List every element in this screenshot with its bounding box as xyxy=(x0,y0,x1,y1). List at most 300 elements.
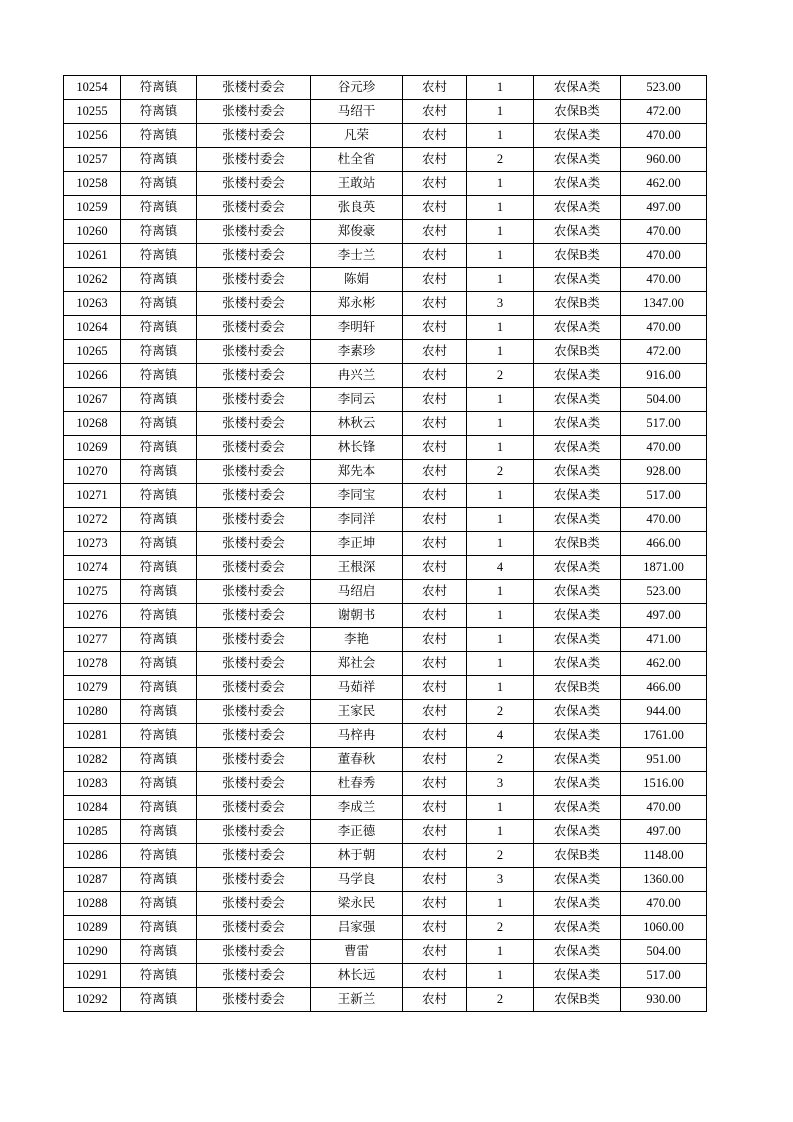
table-row xyxy=(64,436,707,460)
cell-village: 张楼村委会 xyxy=(197,76,311,100)
cell-village: 张楼村委会 xyxy=(197,292,311,316)
cell-village: 张楼村委会 xyxy=(197,388,311,412)
cell-count: 1 xyxy=(467,340,534,364)
cell-category: 农保A类 xyxy=(534,220,621,244)
cell-name: 冉兴兰 xyxy=(311,364,403,388)
cell-name: 林秋云 xyxy=(311,412,403,436)
cell-count: 1 xyxy=(467,964,534,988)
cell-count: 1 xyxy=(467,676,534,700)
cell-id: 10290 xyxy=(64,940,121,964)
cell-name: 马绍启 xyxy=(311,580,403,604)
cell-type: 农村 xyxy=(403,940,467,964)
table-row xyxy=(64,676,707,700)
cell-amount: 930.00 xyxy=(621,988,707,1012)
cell-name: 曹雷 xyxy=(311,940,403,964)
cell-name: 李成兰 xyxy=(311,796,403,820)
cell-category: 农保A类 xyxy=(534,700,621,724)
cell-type: 农村 xyxy=(403,700,467,724)
cell-id: 10274 xyxy=(64,556,121,580)
cell-id: 10266 xyxy=(64,364,121,388)
cell-count: 1 xyxy=(467,892,534,916)
cell-count: 1 xyxy=(467,316,534,340)
cell-id: 10276 xyxy=(64,604,121,628)
cell-name: 王新兰 xyxy=(311,988,403,1012)
cell-amount: 523.00 xyxy=(621,76,707,100)
cell-count: 2 xyxy=(467,748,534,772)
cell-count: 4 xyxy=(467,556,534,580)
cell-town: 符离镇 xyxy=(121,916,197,940)
cell-village: 张楼村委会 xyxy=(197,316,311,340)
cell-count: 2 xyxy=(467,988,534,1012)
cell-amount: 497.00 xyxy=(621,820,707,844)
cell-town: 符离镇 xyxy=(121,604,197,628)
cell-count: 1 xyxy=(467,268,534,292)
cell-count: 3 xyxy=(467,868,534,892)
cell-village: 张楼村委会 xyxy=(197,724,311,748)
cell-type: 农村 xyxy=(403,844,467,868)
cell-town: 符离镇 xyxy=(121,820,197,844)
cell-village: 张楼村委会 xyxy=(197,868,311,892)
cell-name: 李同云 xyxy=(311,388,403,412)
cell-type: 农村 xyxy=(403,76,467,100)
cell-count: 1 xyxy=(467,628,534,652)
cell-category: 农保B类 xyxy=(534,988,621,1012)
table-row xyxy=(64,988,707,1012)
cell-amount: 951.00 xyxy=(621,748,707,772)
cell-count: 1 xyxy=(467,820,534,844)
cell-town: 符离镇 xyxy=(121,652,197,676)
cell-id: 10279 xyxy=(64,676,121,700)
cell-amount: 1148.00 xyxy=(621,844,707,868)
cell-type: 农村 xyxy=(403,196,467,220)
cell-town: 符离镇 xyxy=(121,340,197,364)
cell-category: 农保B类 xyxy=(534,844,621,868)
cell-category: 农保A类 xyxy=(534,268,621,292)
cell-type: 农村 xyxy=(403,412,467,436)
cell-village: 张楼村委会 xyxy=(197,820,311,844)
table-row xyxy=(64,364,707,388)
cell-type: 农村 xyxy=(403,580,467,604)
cell-town: 符离镇 xyxy=(121,316,197,340)
cell-village: 张楼村委会 xyxy=(197,652,311,676)
subsidy-table xyxy=(63,75,707,1012)
cell-count: 1 xyxy=(467,124,534,148)
cell-town: 符离镇 xyxy=(121,772,197,796)
cell-amount: 928.00 xyxy=(621,460,707,484)
cell-name: 李士兰 xyxy=(311,244,403,268)
cell-amount: 517.00 xyxy=(621,964,707,988)
cell-town: 符离镇 xyxy=(121,292,197,316)
cell-name: 梁永民 xyxy=(311,892,403,916)
cell-name: 李正坤 xyxy=(311,532,403,556)
cell-town: 符离镇 xyxy=(121,76,197,100)
cell-name: 郑社会 xyxy=(311,652,403,676)
cell-id: 10275 xyxy=(64,580,121,604)
cell-town: 符离镇 xyxy=(121,100,197,124)
table-body xyxy=(64,76,707,1012)
cell-id: 10291 xyxy=(64,964,121,988)
cell-count: 1 xyxy=(467,508,534,532)
cell-name: 吕家强 xyxy=(311,916,403,940)
table-row xyxy=(64,292,707,316)
cell-id: 10262 xyxy=(64,268,121,292)
cell-amount: 497.00 xyxy=(621,604,707,628)
cell-village: 张楼村委会 xyxy=(197,508,311,532)
cell-town: 符离镇 xyxy=(121,676,197,700)
cell-town: 符离镇 xyxy=(121,892,197,916)
cell-name: 郑永彬 xyxy=(311,292,403,316)
cell-type: 农村 xyxy=(403,388,467,412)
cell-category: 农保A类 xyxy=(534,412,621,436)
cell-town: 符离镇 xyxy=(121,244,197,268)
cell-id: 10283 xyxy=(64,772,121,796)
table-row xyxy=(64,172,707,196)
cell-count: 1 xyxy=(467,388,534,412)
cell-town: 符离镇 xyxy=(121,268,197,292)
cell-town: 符离镇 xyxy=(121,460,197,484)
cell-town: 符离镇 xyxy=(121,580,197,604)
cell-count: 1 xyxy=(467,532,534,556)
cell-category: 农保A类 xyxy=(534,868,621,892)
cell-type: 农村 xyxy=(403,628,467,652)
table-row xyxy=(64,916,707,940)
cell-name: 郑先本 xyxy=(311,460,403,484)
cell-town: 符离镇 xyxy=(121,364,197,388)
cell-village: 张楼村委会 xyxy=(197,700,311,724)
cell-village: 张楼村委会 xyxy=(197,268,311,292)
cell-count: 1 xyxy=(467,196,534,220)
cell-id: 10287 xyxy=(64,868,121,892)
cell-village: 张楼村委会 xyxy=(197,844,311,868)
cell-id: 10273 xyxy=(64,532,121,556)
cell-id: 10280 xyxy=(64,700,121,724)
cell-category: 农保A类 xyxy=(534,652,621,676)
cell-id: 10255 xyxy=(64,100,121,124)
cell-amount: 470.00 xyxy=(621,436,707,460)
table-row xyxy=(64,604,707,628)
table-row xyxy=(64,940,707,964)
cell-name: 林于朝 xyxy=(311,844,403,868)
cell-category: 农保A类 xyxy=(534,916,621,940)
table-row xyxy=(64,460,707,484)
cell-type: 农村 xyxy=(403,436,467,460)
cell-category: 农保B类 xyxy=(534,532,621,556)
cell-amount: 960.00 xyxy=(621,148,707,172)
cell-name: 马梓冉 xyxy=(311,724,403,748)
cell-category: 农保A类 xyxy=(534,892,621,916)
cell-village: 张楼村委会 xyxy=(197,412,311,436)
table-row xyxy=(64,772,707,796)
cell-name: 杜春秀 xyxy=(311,772,403,796)
cell-amount: 470.00 xyxy=(621,244,707,268)
table-row xyxy=(64,700,707,724)
cell-id: 10282 xyxy=(64,748,121,772)
cell-category: 农保A类 xyxy=(534,724,621,748)
cell-village: 张楼村委会 xyxy=(197,100,311,124)
cell-type: 农村 xyxy=(403,508,467,532)
cell-count: 1 xyxy=(467,940,534,964)
cell-id: 10289 xyxy=(64,916,121,940)
table-row xyxy=(64,100,707,124)
cell-type: 农村 xyxy=(403,124,467,148)
cell-category: 农保B类 xyxy=(534,340,621,364)
table-row xyxy=(64,748,707,772)
cell-count: 3 xyxy=(467,292,534,316)
cell-town: 符离镇 xyxy=(121,196,197,220)
table-row xyxy=(64,844,707,868)
cell-category: 农保A类 xyxy=(534,964,621,988)
cell-type: 农村 xyxy=(403,244,467,268)
cell-amount: 470.00 xyxy=(621,268,707,292)
cell-town: 符离镇 xyxy=(121,436,197,460)
cell-amount: 916.00 xyxy=(621,364,707,388)
cell-type: 农村 xyxy=(403,868,467,892)
cell-type: 农村 xyxy=(403,748,467,772)
cell-id: 10292 xyxy=(64,988,121,1012)
cell-id: 10261 xyxy=(64,244,121,268)
table-row xyxy=(64,412,707,436)
cell-category: 农保A类 xyxy=(534,484,621,508)
cell-category: 农保A类 xyxy=(534,316,621,340)
cell-name: 陈娟 xyxy=(311,268,403,292)
cell-category: 农保A类 xyxy=(534,388,621,412)
cell-category: 农保A类 xyxy=(534,940,621,964)
cell-name: 张良英 xyxy=(311,196,403,220)
cell-id: 10281 xyxy=(64,724,121,748)
cell-category: 农保A类 xyxy=(534,580,621,604)
cell-town: 符离镇 xyxy=(121,484,197,508)
cell-town: 符离镇 xyxy=(121,532,197,556)
cell-category: 农保A类 xyxy=(534,124,621,148)
cell-category: 农保B类 xyxy=(534,244,621,268)
cell-town: 符离镇 xyxy=(121,748,197,772)
cell-town: 符离镇 xyxy=(121,700,197,724)
cell-amount: 1516.00 xyxy=(621,772,707,796)
cell-name: 李正德 xyxy=(311,820,403,844)
cell-village: 张楼村委会 xyxy=(197,364,311,388)
cell-town: 符离镇 xyxy=(121,124,197,148)
cell-village: 张楼村委会 xyxy=(197,988,311,1012)
cell-category: 农保B类 xyxy=(534,676,621,700)
cell-count: 1 xyxy=(467,412,534,436)
cell-amount: 1347.00 xyxy=(621,292,707,316)
cell-id: 10284 xyxy=(64,796,121,820)
cell-village: 张楼村委会 xyxy=(197,628,311,652)
cell-count: 2 xyxy=(467,844,534,868)
cell-amount: 470.00 xyxy=(621,508,707,532)
cell-amount: 523.00 xyxy=(621,580,707,604)
cell-village: 张楼村委会 xyxy=(197,604,311,628)
cell-amount: 470.00 xyxy=(621,796,707,820)
table-row xyxy=(64,724,707,748)
cell-id: 10272 xyxy=(64,508,121,532)
cell-count: 2 xyxy=(467,916,534,940)
cell-village: 张楼村委会 xyxy=(197,916,311,940)
table-row xyxy=(64,76,707,100)
cell-type: 农村 xyxy=(403,892,467,916)
table-row xyxy=(64,556,707,580)
cell-name: 李素珍 xyxy=(311,340,403,364)
table-row xyxy=(64,868,707,892)
cell-village: 张楼村委会 xyxy=(197,220,311,244)
cell-village: 张楼村委会 xyxy=(197,580,311,604)
table-row xyxy=(64,340,707,364)
cell-id: 10265 xyxy=(64,340,121,364)
table-row xyxy=(64,196,707,220)
cell-type: 农村 xyxy=(403,460,467,484)
cell-town: 符离镇 xyxy=(121,172,197,196)
cell-town: 符离镇 xyxy=(121,556,197,580)
table-row xyxy=(64,316,707,340)
cell-town: 符离镇 xyxy=(121,868,197,892)
cell-name: 王敢站 xyxy=(311,172,403,196)
cell-type: 农村 xyxy=(403,988,467,1012)
cell-town: 符离镇 xyxy=(121,964,197,988)
cell-amount: 944.00 xyxy=(621,700,707,724)
cell-amount: 470.00 xyxy=(621,892,707,916)
cell-name: 李艳 xyxy=(311,628,403,652)
cell-name: 马学良 xyxy=(311,868,403,892)
table-row xyxy=(64,580,707,604)
cell-amount: 470.00 xyxy=(621,316,707,340)
cell-amount: 462.00 xyxy=(621,652,707,676)
cell-town: 符离镇 xyxy=(121,412,197,436)
cell-id: 10271 xyxy=(64,484,121,508)
cell-type: 农村 xyxy=(403,820,467,844)
cell-type: 农村 xyxy=(403,724,467,748)
cell-village: 张楼村委会 xyxy=(197,244,311,268)
table-row xyxy=(64,124,707,148)
cell-village: 张楼村委会 xyxy=(197,172,311,196)
cell-amount: 517.00 xyxy=(621,412,707,436)
cell-id: 10257 xyxy=(64,148,121,172)
cell-count: 2 xyxy=(467,364,534,388)
table-row xyxy=(64,244,707,268)
cell-id: 10264 xyxy=(64,316,121,340)
cell-town: 符离镇 xyxy=(121,724,197,748)
cell-count: 2 xyxy=(467,460,534,484)
cell-id: 10269 xyxy=(64,436,121,460)
cell-amount: 1871.00 xyxy=(621,556,707,580)
cell-village: 张楼村委会 xyxy=(197,124,311,148)
cell-category: 农保A类 xyxy=(534,748,621,772)
cell-amount: 497.00 xyxy=(621,196,707,220)
cell-name: 王根深 xyxy=(311,556,403,580)
cell-category: 农保A类 xyxy=(534,364,621,388)
cell-type: 农村 xyxy=(403,964,467,988)
cell-amount: 517.00 xyxy=(621,484,707,508)
cell-count: 1 xyxy=(467,436,534,460)
cell-category: 农保A类 xyxy=(534,148,621,172)
cell-category: 农保A类 xyxy=(534,508,621,532)
cell-village: 张楼村委会 xyxy=(197,556,311,580)
cell-category: 农保A类 xyxy=(534,460,621,484)
cell-category: 农保A类 xyxy=(534,604,621,628)
cell-type: 农村 xyxy=(403,172,467,196)
cell-type: 农村 xyxy=(403,796,467,820)
cell-town: 符离镇 xyxy=(121,220,197,244)
cell-village: 张楼村委会 xyxy=(197,460,311,484)
cell-id: 10267 xyxy=(64,388,121,412)
cell-name: 李同洋 xyxy=(311,508,403,532)
cell-name: 董春秋 xyxy=(311,748,403,772)
cell-type: 农村 xyxy=(403,340,467,364)
cell-amount: 1360.00 xyxy=(621,868,707,892)
cell-count: 1 xyxy=(467,796,534,820)
cell-amount: 472.00 xyxy=(621,340,707,364)
table-row xyxy=(64,508,707,532)
cell-amount: 466.00 xyxy=(621,676,707,700)
cell-category: 农保A类 xyxy=(534,796,621,820)
cell-category: 农保B类 xyxy=(534,100,621,124)
cell-type: 农村 xyxy=(403,292,467,316)
table-row xyxy=(64,820,707,844)
cell-village: 张楼村委会 xyxy=(197,484,311,508)
cell-id: 10258 xyxy=(64,172,121,196)
cell-type: 农村 xyxy=(403,556,467,580)
cell-id: 10278 xyxy=(64,652,121,676)
cell-town: 符离镇 xyxy=(121,388,197,412)
cell-village: 张楼村委会 xyxy=(197,892,311,916)
cell-amount: 470.00 xyxy=(621,220,707,244)
cell-category: 农保A类 xyxy=(534,76,621,100)
cell-type: 农村 xyxy=(403,148,467,172)
cell-town: 符离镇 xyxy=(121,988,197,1012)
cell-amount: 470.00 xyxy=(621,124,707,148)
table-row xyxy=(64,220,707,244)
cell-village: 张楼村委会 xyxy=(197,436,311,460)
cell-type: 农村 xyxy=(403,652,467,676)
table-row xyxy=(64,148,707,172)
cell-type: 农村 xyxy=(403,532,467,556)
cell-category: 农保A类 xyxy=(534,196,621,220)
cell-village: 张楼村委会 xyxy=(197,676,311,700)
table-row xyxy=(64,892,707,916)
cell-town: 符离镇 xyxy=(121,844,197,868)
cell-count: 2 xyxy=(467,148,534,172)
cell-town: 符离镇 xyxy=(121,796,197,820)
cell-type: 农村 xyxy=(403,364,467,388)
cell-name: 谢朝书 xyxy=(311,604,403,628)
cell-amount: 471.00 xyxy=(621,628,707,652)
cell-name: 林长锋 xyxy=(311,436,403,460)
cell-name: 李同宝 xyxy=(311,484,403,508)
cell-name: 郑俊豪 xyxy=(311,220,403,244)
cell-id: 10286 xyxy=(64,844,121,868)
cell-name: 凡荣 xyxy=(311,124,403,148)
cell-name: 林长远 xyxy=(311,964,403,988)
cell-village: 张楼村委会 xyxy=(197,772,311,796)
cell-type: 农村 xyxy=(403,772,467,796)
cell-village: 张楼村委会 xyxy=(197,148,311,172)
cell-amount: 1060.00 xyxy=(621,916,707,940)
cell-village: 张楼村委会 xyxy=(197,940,311,964)
cell-count: 1 xyxy=(467,100,534,124)
cell-village: 张楼村委会 xyxy=(197,532,311,556)
cell-count: 1 xyxy=(467,76,534,100)
table-row xyxy=(64,964,707,988)
table-row xyxy=(64,532,707,556)
cell-name: 马绍干 xyxy=(311,100,403,124)
cell-count: 3 xyxy=(467,772,534,796)
table-row xyxy=(64,484,707,508)
cell-village: 张楼村委会 xyxy=(197,796,311,820)
cell-town: 符离镇 xyxy=(121,148,197,172)
cell-id: 10256 xyxy=(64,124,121,148)
cell-town: 符离镇 xyxy=(121,940,197,964)
cell-type: 农村 xyxy=(403,484,467,508)
cell-type: 农村 xyxy=(403,916,467,940)
